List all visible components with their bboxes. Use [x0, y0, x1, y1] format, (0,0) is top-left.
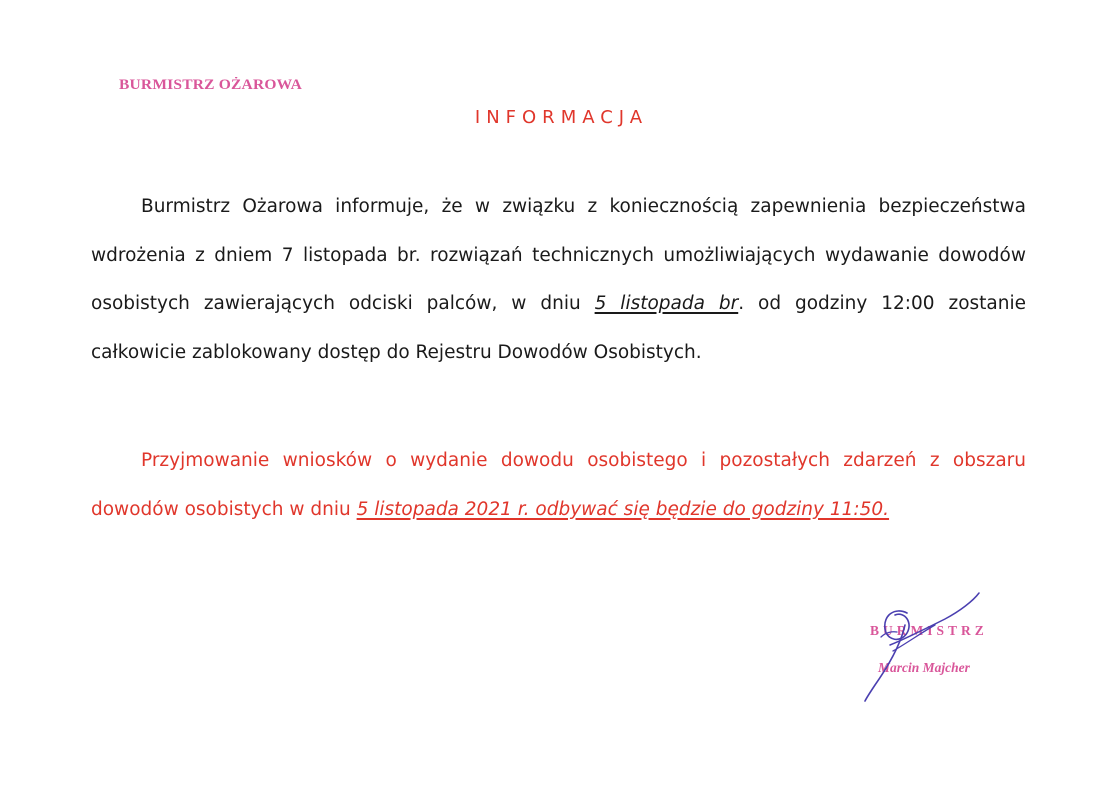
signature-stamp-title: BURMISTRZ: [870, 623, 988, 638]
paragraph-text: . od godziny 12:00 zostanie całkowicie zablokowany dostęp do Rejestru Dowodów Osobistych.: [91, 293, 1026, 363]
signature-block: [845, 585, 1045, 705]
date-emphasis: 5 listopada br: [594, 293, 739, 314]
signature-stamp-name: Marcin Majcher: [878, 660, 970, 675]
paragraph-notice: [91, 437, 1026, 534]
handwritten-signature: [845, 585, 1045, 705]
notice-text: Przyjmowanie wniosków o wydanie dowodu osobistego i pozostałych zdarzeń z obszaru dowodów osobistych w dniu: [91, 450, 1026, 520]
notice-emphasis: 5 listopada 2021 r. odbywać się będzie do godziny 11:50.: [356, 498, 890, 520]
paragraph-text: Burmistrz Ożarowa informuje, że w związku z koniecznością zapewnienia bezpieczeństwa wdrożenia z dniem 7 listopada br. rozwiązań technicznych umożliwiających wydawanie dowodów osobistych zawierających odciski palców, w dniu: [91, 196, 1026, 314]
header-stamp: BURMISTRZ OŻAROWA: [119, 77, 302, 93]
paragraph-announcement: [91, 183, 1026, 377]
document-title: INFORMACJA: [474, 107, 649, 128]
